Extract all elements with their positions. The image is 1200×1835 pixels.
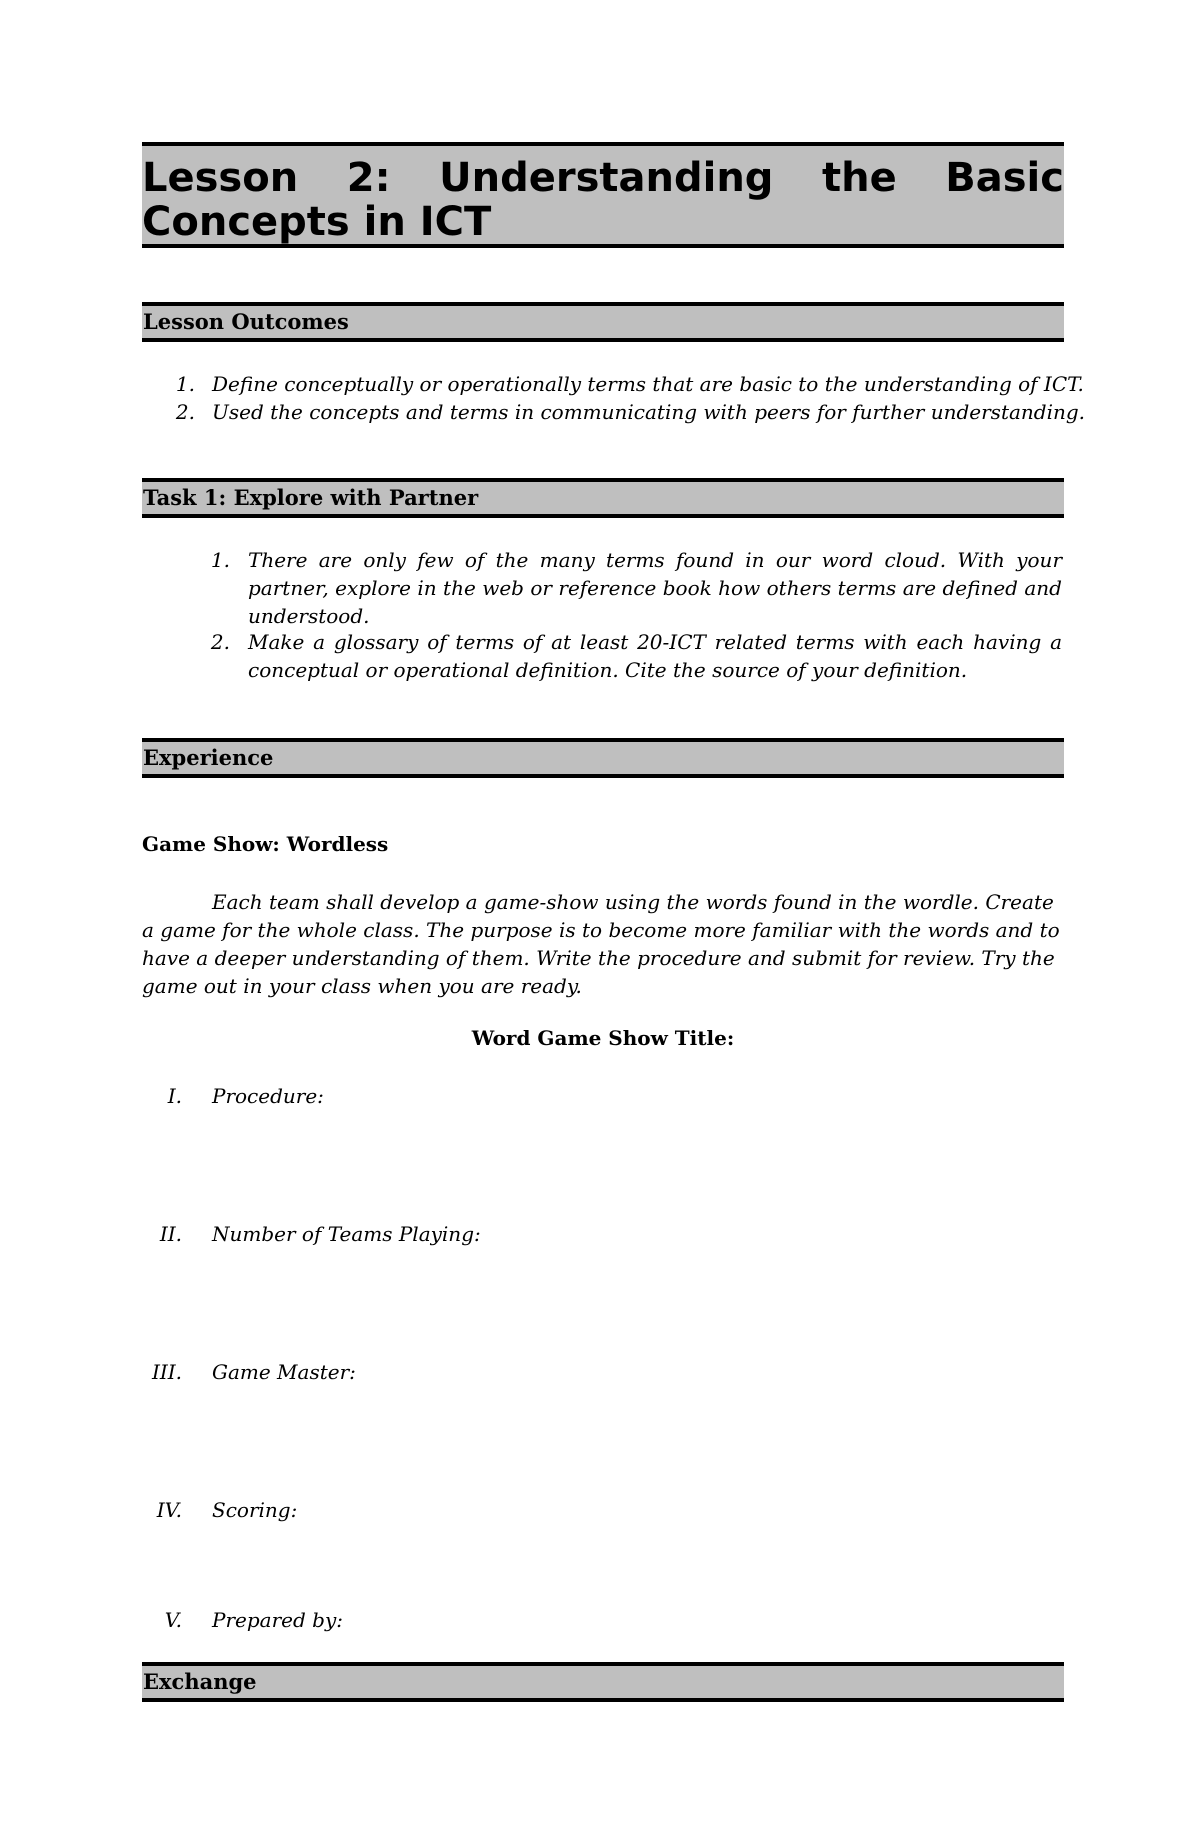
outcome-text: Used the concepts and terms in communicating with peers for further understanding. [212,400,1086,424]
form-item-label: Prepared by: [212,1608,343,1632]
form-item-label: Number of Teams Playing: [212,1222,481,1246]
form-item-label: Scoring: [212,1498,298,1522]
form-item-number: IV. [156,1498,182,1522]
task-item-number: 1. [210,548,230,572]
task-item-text: There are only few of the many terms found in our word cloud. With your partner, explore in the web or reference book how others terms are defined and understood. [248,548,1062,628]
task-1-heading: Task 1: Explore with Partner [142,478,1064,518]
outcome-number: 1. [175,372,195,396]
lesson-title-line-1 [142,154,1064,202]
title-word: the [821,155,897,201]
form-item-label: Procedure: [212,1084,324,1108]
game-show-subheading: Game Show: Wordless [142,832,389,856]
exchange-heading: Exchange [142,1662,1064,1702]
lesson-outcomes-heading: Lesson Outcomes [142,302,1064,342]
form-item-number: V. [164,1608,182,1632]
title-word: Understanding [439,155,774,201]
task-item-number: 2. [210,630,230,654]
title-word: Basic [945,155,1064,201]
outcome-number: 2. [175,400,195,424]
word-game-show-title: Word Game Show Title: [471,1026,735,1050]
lesson-title-line-2: Concepts in ICT [142,199,492,245]
lesson-title-box [142,142,1064,248]
experience-body-text: Each team shall develop a game-show using the words found in the wordle. Create a game for the whole class. The purpose is to become more familiar with the words and to have a deeper understanding of them. Write the procedure and submit for review. Try the game out in your class when you are ready. [142,890,1060,998]
form-item-label: Game Master: [212,1360,356,1384]
outcome-text: Define conceptually or operationally terms that are basic to the understanding of ICT. [212,372,1084,396]
experience-heading: Experience [142,738,1064,778]
title-word: Lesson [142,155,299,201]
title-word: 2: [346,155,391,201]
task-item-text: Make a glossary of terms of at least 20-ICT related terms with each having a conceptual or operational definition. Cite the source of your definition. [248,630,1062,682]
form-item-number: I. [167,1084,182,1108]
form-item-number: II. [159,1222,182,1246]
form-item-number: III. [151,1360,182,1384]
